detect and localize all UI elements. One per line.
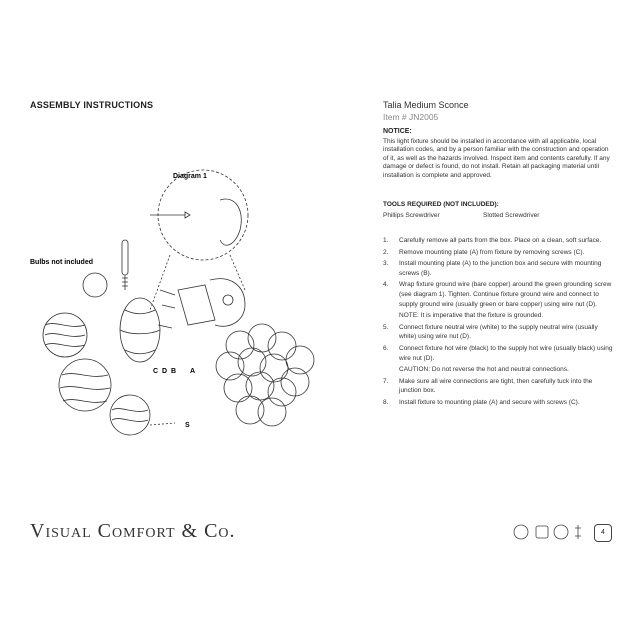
ground-note: NOTE: It is imperative that the fixture is grounded. [399, 312, 544, 320]
step-text: Install mounting plate (A) to the junction box and secure with mounting screws (B). [399, 260, 602, 277]
etl-listed-icon [514, 525, 528, 539]
energy-icon [554, 525, 568, 539]
callout-a: A [190, 368, 196, 375]
bulbs-label: Bulbs not included [30, 259, 93, 266]
tools-heading: TOOLS REQUIRED (NOT INCLUDED): [383, 201, 499, 208]
globe-top [83, 273, 107, 297]
step-number: 3. [383, 260, 389, 268]
certification-icons [512, 522, 588, 542]
callout-s: S [185, 422, 190, 429]
step-text: Make sure all wire connections are tight, then carefully tuck into the junction box. [399, 377, 593, 395]
step-number: 5. [383, 323, 389, 331]
step-text: Wrap fixture ground wire (bare copper) around the green grounding screw (see diagram 1). Tighten. Continue fixture ground wire and connect to supply ground wire (usually green or bare copper) using wire nut (D). [399, 281, 612, 308]
callout-b: B [171, 368, 177, 375]
instruction-steps [383, 236, 615, 410]
bulb-icon [575, 525, 581, 539]
callout-d: D [162, 368, 168, 375]
step-number: 7. [383, 377, 389, 385]
assembled-cluster [216, 324, 314, 426]
step-item [383, 398, 615, 408]
mounting-plate-a [178, 285, 215, 325]
damp-location-icon [536, 526, 548, 538]
notice-heading: NOTICE: [383, 128, 412, 135]
step-item [383, 248, 615, 258]
step-item [383, 236, 615, 246]
globe-bottom-left [59, 359, 111, 411]
step-text: Remove mounting plate (A) from fixture by removing screws (C). [399, 248, 585, 256]
junction-box [210, 279, 245, 327]
step-item [383, 259, 615, 278]
step-text: Carefully remove all parts from the box. Place on a clean, soft surface. [399, 237, 602, 244]
step-item [383, 377, 615, 396]
tool-phillips: Phillips Screwdriver [383, 212, 440, 219]
caution-note: CAUTION: Do not reverse the hot and neutral connections. [399, 366, 569, 374]
step-item [383, 344, 615, 363]
page-number: 4 [594, 524, 612, 542]
step-item [383, 280, 615, 309]
brand-logo: Visual Comfort & Co. [30, 520, 236, 542]
step-text: Connect fixture neutral wire (white) to the supply neutral wire (usually white) using wire nut (D). [399, 323, 598, 341]
step-number: 1. [383, 237, 389, 244]
step-number: 8. [383, 398, 389, 406]
screws [158, 290, 175, 328]
step-number: 2. [383, 248, 389, 256]
assembly-diagram [30, 160, 350, 460]
step-number: 6. [383, 344, 389, 352]
step-text: Install fixture to mounting plate (A) and secure with screws (C). [399, 398, 580, 406]
globe-bottom-right [110, 395, 150, 435]
screw-tip [185, 212, 190, 218]
product-title: Talia Medium Sconce [383, 100, 469, 110]
item-number: Item # JN2005 [383, 112, 439, 122]
box-edge [220, 199, 241, 245]
fixture-body [120, 298, 160, 362]
bulb [122, 240, 128, 275]
step-text: Connect fixture hot wire (black) to the supply hot wire (usually black) using wire nut (D). [399, 344, 613, 362]
assembly-instructions-heading: ASSEMBLY INSTRUCTIONS [30, 100, 154, 110]
tool-slotted: Slotted Screwdriver [483, 212, 540, 219]
step-item [383, 323, 615, 342]
notice-body: This light fixture should be installed in accordance with all applicable, local installation codes, and by a person familiar with the construction and operation of it, as well as the hazards involved. Inspect item and contents carefully. If any damage or defect is found, do not install. Retain all packaging material until installation is complete and approved. [383, 138, 610, 179]
callout-c: C [153, 368, 159, 375]
diagram-1-label: Diagram 1 [173, 173, 207, 180]
step-number: 4. [383, 281, 389, 289]
